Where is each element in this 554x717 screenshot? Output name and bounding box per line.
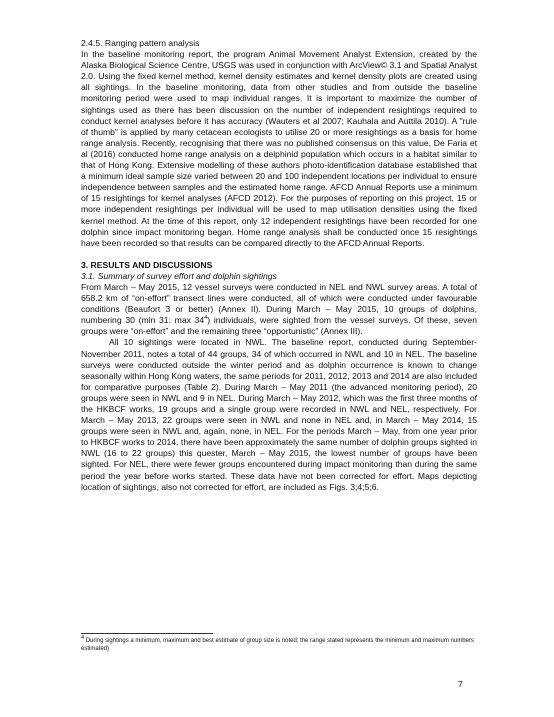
footnote-marker: 4 (81, 635, 85, 641)
survey-effort-paragraph (81, 282, 477, 337)
sightings-location-paragraph: All 10 sightings were located in NWL. The baseline report, conducted during September-November 2011, notes a total of 44 groups, 34 of which occurred in NWL and 10 in NEL. The baseline surveys were conducted outside the winter period and as dolphin occurrence is known to change seasonally within Hong Kong waters, the same periods for 2011, 2012, 2013 and 2014 are also included for comparative purposes (Table 2). During March – May 2011 (the advanced monitoring period), 20 groups were seen in NWL and 9 in NEL. During March – May 2012, which was the first three months of the HKBCF works, 19 groups and a single group were recorded in NWL and NEL, respectively. For March – May 2013, 22 groups were seen in NWL and none in NEL and, in March – May 2014, 15 groups were seen in NWL and, again, none, in NEL. For the periods March – May, from one year prior to HKBCF works to 2014, there have been approximately the same number of dolphin groups sighted in NWL (16 to 22 groups) this quester, March – May 2015, the lowest number of groups have been sighted. For NEL, there were fewer groups encountered during impact monitoring than during the same period the year before works started. These data have not been corrected for effort. Maps depicting location of sightings, also not corrected for effort, are included as Figs. 3;4;5;6. (81, 337, 477, 492)
survey-effort-text-b: ) individuals, were sighted from the vessel surveys. Of these, seven groups were “on-effort” and the remaining three “opportunistic” (Annex III). (81, 315, 477, 337)
footnote-divider (81, 633, 213, 634)
page-number: 7 (458, 679, 463, 689)
footnote (81, 637, 477, 653)
footnote-ref-4: 4 (204, 315, 208, 322)
results-heading: 3. RESULTS AND DISCUSSIONS (81, 259, 213, 270)
footnote-text: During sightings a minimum, maximum and best estimate of group size is noted; the range stated represents the minimum and maximum numbers estimated) (81, 638, 474, 652)
survey-effort-text-a: From March – May 2015, 12 vessel surveys were conducted in NEL and NWL survey areas. A total of 658.2 km of “on-effort” transect lines were conducted, all of which were conducted under favourable conditions (Beaufort 3 or better) (Annex II). During March – May 2015, 10 groups of dolphins, numbering 30 (min 31: max 34 (81, 281, 477, 326)
ranging-pattern-paragraph: In the baseline monitoring report, the program Animal Movement Analyst Extension, created by the Alaska Biological Science Centre, USGS was used in conjunction with ArcView© 3.1 and Spatial Analyst 2.0. Using the fixed kernel method, kernel density estimates and kernel density plots are created using all sightings. In the baseline monitoring, data from other studies and from outside the baseline monitoring period were used to map individual ranges. It is important to maximize the number of sightings used as there has been discussion on the number of independent resightings required to conduct kernel analyses before it has accuracy (Wauters et al 2007; Kauhala and Auttila 2010). A "rule of thumb" is applied by many cetacean ecologists to utilise 20 or more resightings as a basis for home range analysis. Recently, recognising that there was no published consensus on this value, De Faria et al (2016) conducted home range analysis on a delphinid population which occurs in a habitat similar to that of Hong Kong. Extensive modelling of these authors photo-identification database established that a minimum ideal sample size varied between 20 and 100 independent locations per individual to ensure independence between samples and the estimated home range. AFCD Annual Reports use a minimum of 15 resightings for kernel analyses (AFCD 2012). For the purposes of reporting on this project, 15 or more independent resightings per individual will be used to map utilisation densities using the fixed kernel method. At the time of this report, only 12 independent resightings have been recorded for one dolphin since impact monitoring began. Home range analysis shall be conducted once 15 resightings have been recorded so that results can be compared directly to the AFCD Annual Reports. (81, 49, 477, 248)
page-body (81, 38, 477, 493)
section-heading-ranging-pattern: 2.4.5. Ranging pattern analysis (81, 38, 200, 48)
survey-summary-subheading: 3.1. Summary of survey effort and dolphin sightings (81, 270, 277, 281)
